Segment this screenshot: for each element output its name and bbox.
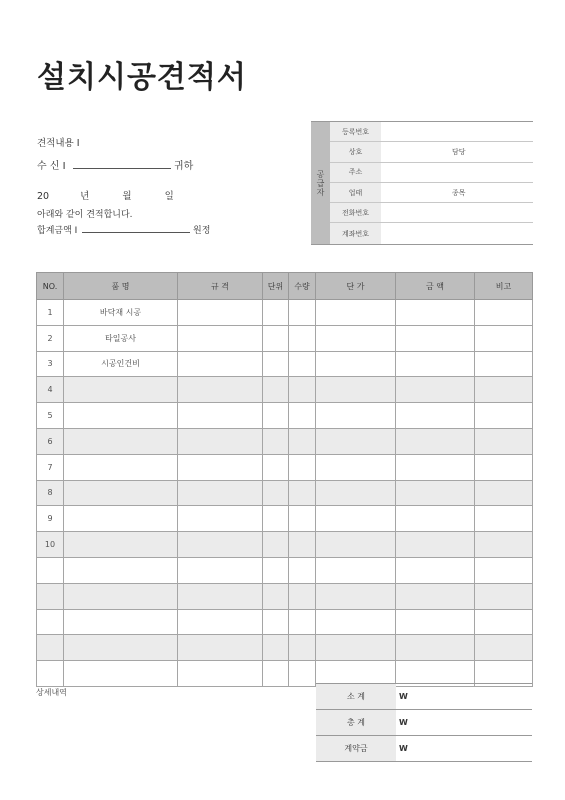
detail-label: 상세내역 xyxy=(36,688,67,697)
spec-cell[interactable] xyxy=(178,377,263,403)
table-row xyxy=(37,583,533,609)
unit-cell[interactable] xyxy=(263,635,289,661)
unit-cell[interactable] xyxy=(263,532,289,558)
row-number xyxy=(37,583,64,609)
unit-price-cell[interactable] xyxy=(316,428,396,454)
spec-cell[interactable] xyxy=(178,300,263,326)
supplier-row xyxy=(330,203,533,223)
unit-cell[interactable] xyxy=(263,583,289,609)
table-row xyxy=(37,377,533,403)
amount-cell[interactable] xyxy=(396,428,475,454)
totals-value[interactable]: W xyxy=(396,710,532,736)
supplier-row-label: 상호 xyxy=(330,142,381,161)
table-row xyxy=(37,428,533,454)
item-name-cell[interactable]: 타일공사 xyxy=(64,325,178,351)
amount-cell[interactable] xyxy=(396,506,475,532)
statement-text: 아래와 같이 견적합니다. xyxy=(37,210,133,220)
quantity-cell[interactable] xyxy=(289,325,316,351)
total-amount-suffix: 원정 xyxy=(193,226,211,236)
spec-cell[interactable] xyxy=(178,428,263,454)
amount-cell[interactable] xyxy=(396,480,475,506)
amount-cell[interactable] xyxy=(396,609,475,635)
remarks-cell[interactable] xyxy=(475,557,533,583)
column-header: NO. xyxy=(37,273,64,300)
row-number: 1 xyxy=(37,300,64,326)
table-row xyxy=(37,506,533,532)
table-row xyxy=(37,635,533,661)
quantity-cell[interactable] xyxy=(289,506,316,532)
totals-row xyxy=(316,736,532,762)
unit-cell[interactable] xyxy=(263,325,289,351)
remarks-cell[interactable] xyxy=(475,454,533,480)
supplier-item-type-label: 종목 xyxy=(452,188,466,197)
quantity-cell[interactable] xyxy=(289,609,316,635)
quantity-cell[interactable] xyxy=(289,635,316,661)
remarks-cell[interactable] xyxy=(475,506,533,532)
remarks-cell[interactable] xyxy=(475,403,533,429)
row-number: 9 xyxy=(37,506,64,532)
row-number: 4 xyxy=(37,377,64,403)
amount-cell[interactable] xyxy=(396,325,475,351)
column-header: 단위 xyxy=(263,273,289,300)
unit-cell[interactable] xyxy=(263,609,289,635)
column-header: 규 격 xyxy=(178,273,263,300)
row-number: 6 xyxy=(37,428,64,454)
spec-cell[interactable] xyxy=(178,609,263,635)
unit-cell[interactable] xyxy=(263,661,289,687)
unit-cell[interactable] xyxy=(263,300,289,326)
remarks-cell[interactable] xyxy=(475,480,533,506)
item-name-cell[interactable] xyxy=(64,609,178,635)
supplier-row xyxy=(330,142,533,162)
supplier-row xyxy=(330,183,533,203)
unit-price-cell[interactable] xyxy=(316,506,396,532)
column-header: 품 명 xyxy=(64,273,178,300)
total-amount-line xyxy=(37,223,210,236)
quantity-cell[interactable] xyxy=(289,454,316,480)
items-table xyxy=(36,272,533,687)
totals-value[interactable]: W xyxy=(396,684,532,710)
recipient-label: 수 신 I xyxy=(37,161,66,172)
unit-cell[interactable] xyxy=(263,506,289,532)
remarks-cell[interactable] xyxy=(475,583,533,609)
unit-cell[interactable] xyxy=(263,428,289,454)
quantity-cell[interactable] xyxy=(289,661,316,687)
unit-cell[interactable] xyxy=(263,403,289,429)
items-table-body xyxy=(37,300,533,687)
supplier-row-label: 전화번호 xyxy=(330,203,381,222)
row-number: 10 xyxy=(37,532,64,558)
row-number xyxy=(37,661,64,687)
supplier-manager-label: 담당 xyxy=(452,147,466,156)
item-name-cell[interactable] xyxy=(64,506,178,532)
unit-price-cell[interactable] xyxy=(316,635,396,661)
supplier-row-label: 계좌번호 xyxy=(330,223,381,243)
recipient-line xyxy=(37,157,193,172)
item-name-cell[interactable] xyxy=(64,532,178,558)
spec-cell[interactable] xyxy=(178,583,263,609)
quantity-cell[interactable] xyxy=(289,377,316,403)
item-name-cell[interactable] xyxy=(64,583,178,609)
column-header: 금 액 xyxy=(396,273,475,300)
unit-price-cell[interactable] xyxy=(316,377,396,403)
supplier-row-label: 등록번호 xyxy=(330,122,381,141)
table-row xyxy=(37,454,533,480)
amount-cell[interactable] xyxy=(396,532,475,558)
remarks-cell[interactable] xyxy=(475,635,533,661)
quantity-cell[interactable] xyxy=(289,300,316,326)
quantity-cell[interactable] xyxy=(289,428,316,454)
quantity-cell[interactable] xyxy=(289,403,316,429)
unit-price-cell[interactable] xyxy=(316,403,396,429)
remarks-cell[interactable] xyxy=(475,351,533,377)
supplier-info-box xyxy=(311,121,533,245)
spec-cell[interactable] xyxy=(178,454,263,480)
unit-cell[interactable] xyxy=(263,377,289,403)
quantity-cell[interactable] xyxy=(289,351,316,377)
column-header: 단 가 xyxy=(316,273,396,300)
amount-cell[interactable] xyxy=(396,557,475,583)
unit-price-cell[interactable] xyxy=(316,300,396,326)
table-row xyxy=(37,532,533,558)
spec-cell[interactable] xyxy=(178,351,263,377)
supplier-row-value[interactable] xyxy=(381,122,533,141)
amount-cell[interactable] xyxy=(396,635,475,661)
row-number xyxy=(37,557,64,583)
table-row xyxy=(37,300,533,326)
date-month-unit: 월 xyxy=(122,191,132,202)
totals-label: 계약금 xyxy=(316,736,396,762)
table-header-row xyxy=(37,273,533,300)
spec-cell[interactable] xyxy=(178,661,263,687)
unit-price-cell[interactable] xyxy=(316,583,396,609)
item-name-cell[interactable] xyxy=(64,377,178,403)
item-name-cell[interactable] xyxy=(64,454,178,480)
spec-cell[interactable] xyxy=(178,635,263,661)
column-header: 수량 xyxy=(289,273,316,300)
unit-cell[interactable] xyxy=(263,557,289,583)
supplier-row-value[interactable] xyxy=(381,163,533,182)
supplier-row-label: 주소 xyxy=(330,163,381,182)
quantity-cell[interactable] xyxy=(289,583,316,609)
item-name-cell[interactable] xyxy=(64,428,178,454)
supplier-row xyxy=(330,163,533,183)
totals-row xyxy=(316,684,532,710)
row-number: 8 xyxy=(37,480,64,506)
supplier-row-value[interactable] xyxy=(381,142,533,161)
remarks-cell[interactable] xyxy=(475,325,533,351)
totals-label: 총 계 xyxy=(316,710,396,736)
item-name-cell[interactable] xyxy=(64,661,178,687)
unit-price-cell[interactable] xyxy=(316,454,396,480)
unit-price-cell[interactable] xyxy=(316,532,396,558)
remarks-cell[interactable] xyxy=(475,300,533,326)
table-row xyxy=(37,557,533,583)
document-title: 설치시공견적서 xyxy=(37,60,247,95)
spec-cell[interactable] xyxy=(178,325,263,351)
row-number: 7 xyxy=(37,454,64,480)
table-row xyxy=(37,325,533,351)
supplier-row-label: 업태 xyxy=(330,183,381,202)
supplier-header: 공급자 xyxy=(311,122,330,244)
unit-cell[interactable] xyxy=(263,480,289,506)
spec-cell[interactable] xyxy=(178,506,263,532)
total-amount-field[interactable] xyxy=(82,224,190,233)
unit-cell[interactable] xyxy=(263,454,289,480)
estimate-content-label: 견적내용 I xyxy=(37,138,80,149)
column-header: 비고 xyxy=(475,273,533,300)
totals-value[interactable]: W xyxy=(396,736,532,762)
item-name-cell[interactable] xyxy=(64,635,178,661)
quantity-cell[interactable] xyxy=(289,557,316,583)
total-amount-label: 합계금액 I xyxy=(37,226,78,236)
row-number: 2 xyxy=(37,325,64,351)
row-number xyxy=(37,635,64,661)
remarks-cell[interactable] xyxy=(475,428,533,454)
totals-label: 소 계 xyxy=(316,684,396,710)
amount-cell[interactable] xyxy=(396,377,475,403)
unit-cell[interactable] xyxy=(263,351,289,377)
table-row xyxy=(37,403,533,429)
spec-cell[interactable] xyxy=(178,480,263,506)
date-year-unit: 년 xyxy=(80,191,90,202)
supplier-row-value[interactable] xyxy=(381,223,533,243)
supplier-row-value[interactable] xyxy=(381,183,533,202)
date-day-unit: 일 xyxy=(164,191,174,202)
supplier-row xyxy=(330,223,533,243)
remarks-cell[interactable] xyxy=(475,532,533,558)
spec-cell[interactable] xyxy=(178,403,263,429)
row-number: 3 xyxy=(37,351,64,377)
item-name-cell[interactable] xyxy=(64,480,178,506)
remarks-cell[interactable] xyxy=(475,377,533,403)
item-name-cell[interactable]: 시공인건비 xyxy=(64,351,178,377)
table-row xyxy=(37,609,533,635)
amount-cell[interactable] xyxy=(396,454,475,480)
spec-cell[interactable] xyxy=(178,532,263,558)
unit-price-cell[interactable] xyxy=(316,609,396,635)
amount-cell[interactable] xyxy=(396,583,475,609)
item-name-cell[interactable] xyxy=(64,403,178,429)
amount-cell[interactable] xyxy=(396,403,475,429)
remarks-cell[interactable] xyxy=(475,609,533,635)
amount-cell[interactable] xyxy=(396,351,475,377)
date-year-prefix: 20 xyxy=(37,191,50,202)
item-name-cell[interactable] xyxy=(64,557,178,583)
unit-price-cell[interactable] xyxy=(316,557,396,583)
unit-price-cell[interactable] xyxy=(316,351,396,377)
table-row xyxy=(37,480,533,506)
recipient-suffix: 귀하 xyxy=(174,161,194,172)
supplier-row-value[interactable] xyxy=(381,203,533,222)
supplier-row xyxy=(330,122,533,142)
row-number xyxy=(37,609,64,635)
unit-price-cell[interactable] xyxy=(316,480,396,506)
totals-row xyxy=(316,710,532,736)
table-row xyxy=(37,351,533,377)
spec-cell[interactable] xyxy=(178,557,263,583)
row-number: 5 xyxy=(37,403,64,429)
quantity-cell[interactable] xyxy=(289,480,316,506)
totals-table xyxy=(316,683,532,762)
recipient-field[interactable] xyxy=(73,159,171,169)
amount-cell[interactable] xyxy=(396,300,475,326)
quantity-cell[interactable] xyxy=(289,532,316,558)
supplier-rows xyxy=(330,122,533,244)
date-line xyxy=(37,188,174,202)
item-name-cell[interactable]: 바닥재 시공 xyxy=(64,300,178,326)
unit-price-cell[interactable] xyxy=(316,325,396,351)
